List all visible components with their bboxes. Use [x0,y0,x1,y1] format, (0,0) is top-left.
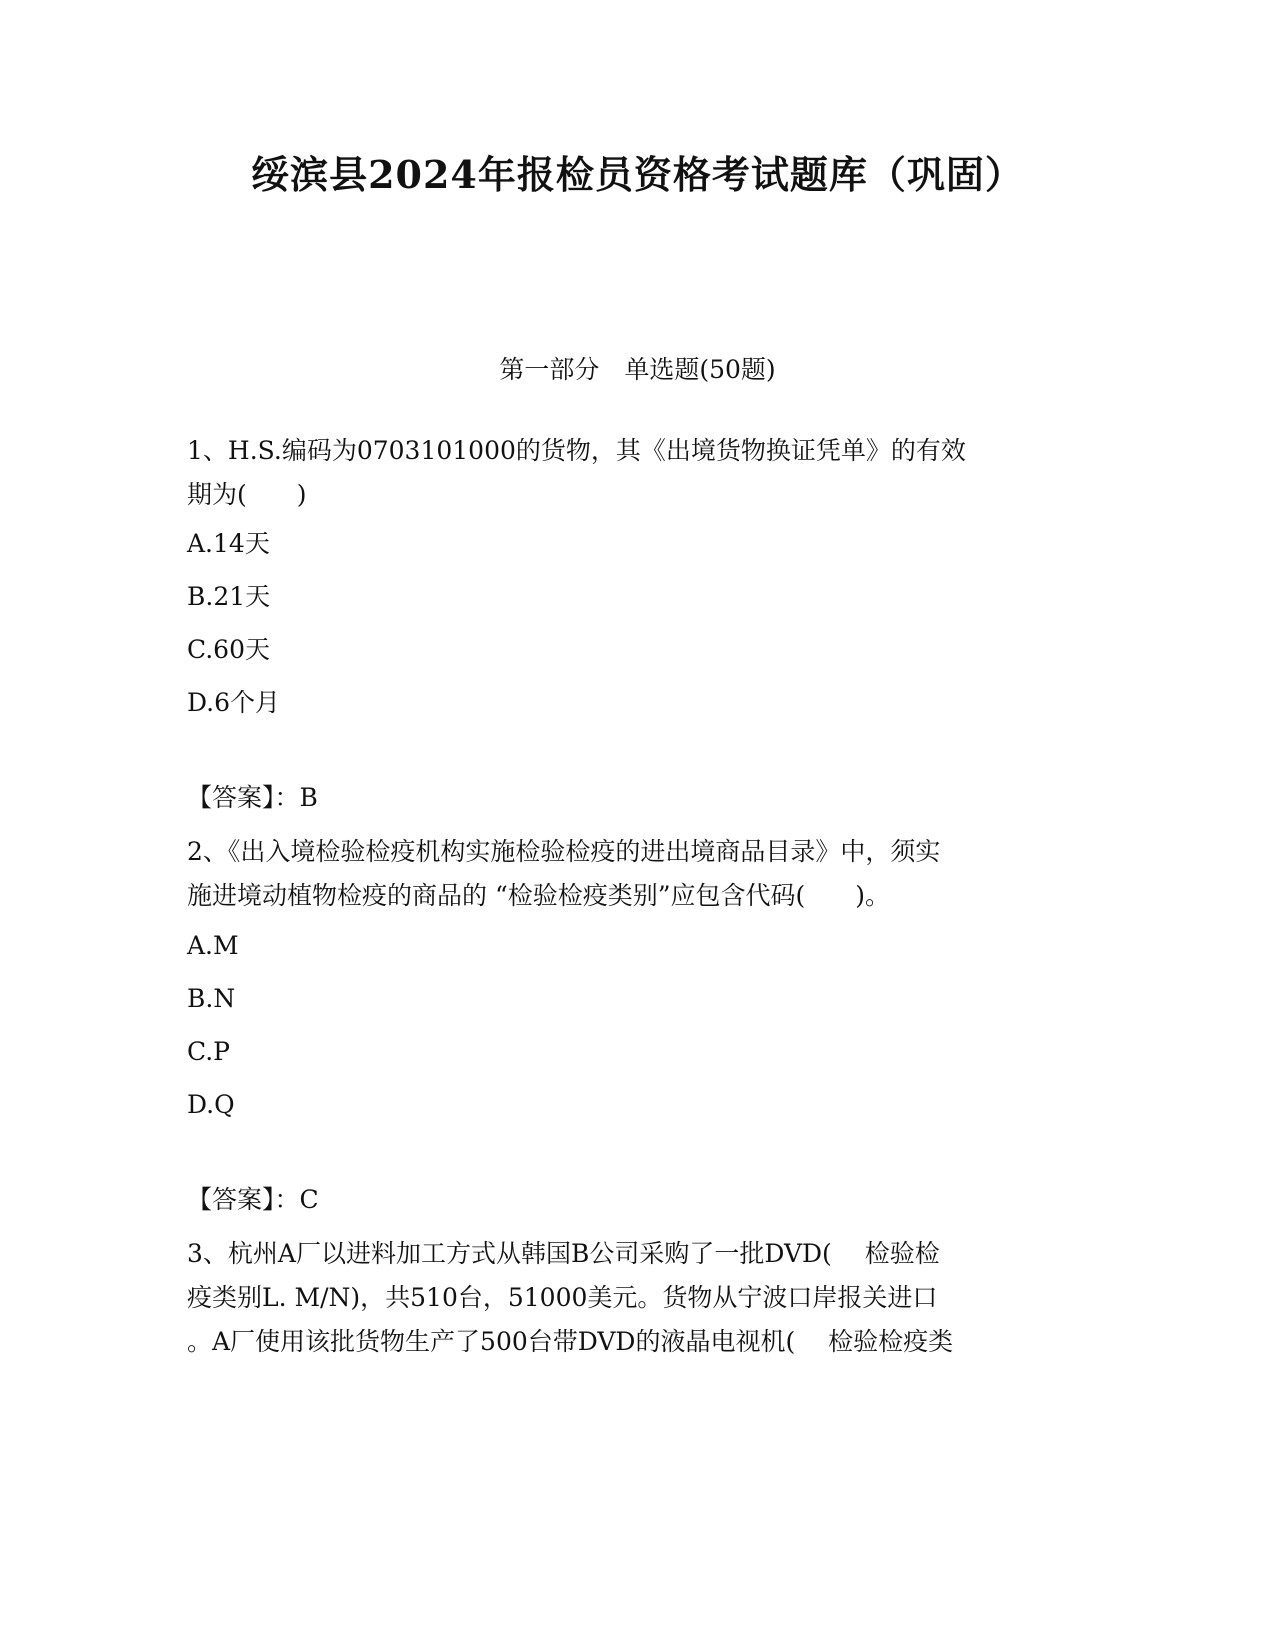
question-2-stem-line: 施进境动植物检疫的商品的 “检验检疫类别”应包含代码( )。 [187,881,891,910]
question-2-option-a: A.M [187,931,239,960]
question-1-option-b: B.21天 [187,582,271,611]
question-2-answer: 【答案】：C [187,1185,319,1214]
question-1-stem-line: 期为( ) [187,480,307,509]
question-3-stem-line: 。A厂使用该批货物生产了500台带DVD的液晶电视机( 检验检疫类 [187,1327,954,1356]
question-3-stem [187,1232,1087,1364]
document-title: 绥滨县2024年报检员资格考试题库（巩固） [251,152,1024,197]
question-3-stem-line: 疫类别L. M/N)，共510台，51000美元。货物从宁波口岸报关进口 [187,1283,938,1312]
section-heading: 第一部分 单选题(50题) [499,355,776,384]
question-2-option-d: D.Q [187,1090,235,1119]
question-3-stem-line: 3、杭州A厂以进料加工方式从韩国B公司采购了一批DVD( 检验检 [187,1239,940,1268]
question-1-stem [187,429,1087,517]
question-2-option-c: C.P [187,1037,231,1066]
question-1-option-c: C.60天 [187,635,270,664]
question-1-answer: 【答案】：B [187,783,318,812]
question-1-option-d: D.6个月 [187,688,281,717]
question-1-option-a: A.14天 [187,529,270,558]
question-2-stem-line: 2、《出入境检验检疫机构实施检验检疫的进出境商品目录》中，须实 [187,837,941,866]
question-1-stem-line: 1、H.S.编码为0703101000的货物，其《出境货物换证凭单》的有效 [187,436,966,465]
question-2-stem [187,830,1087,918]
question-2-option-b: B.N [187,984,236,1013]
